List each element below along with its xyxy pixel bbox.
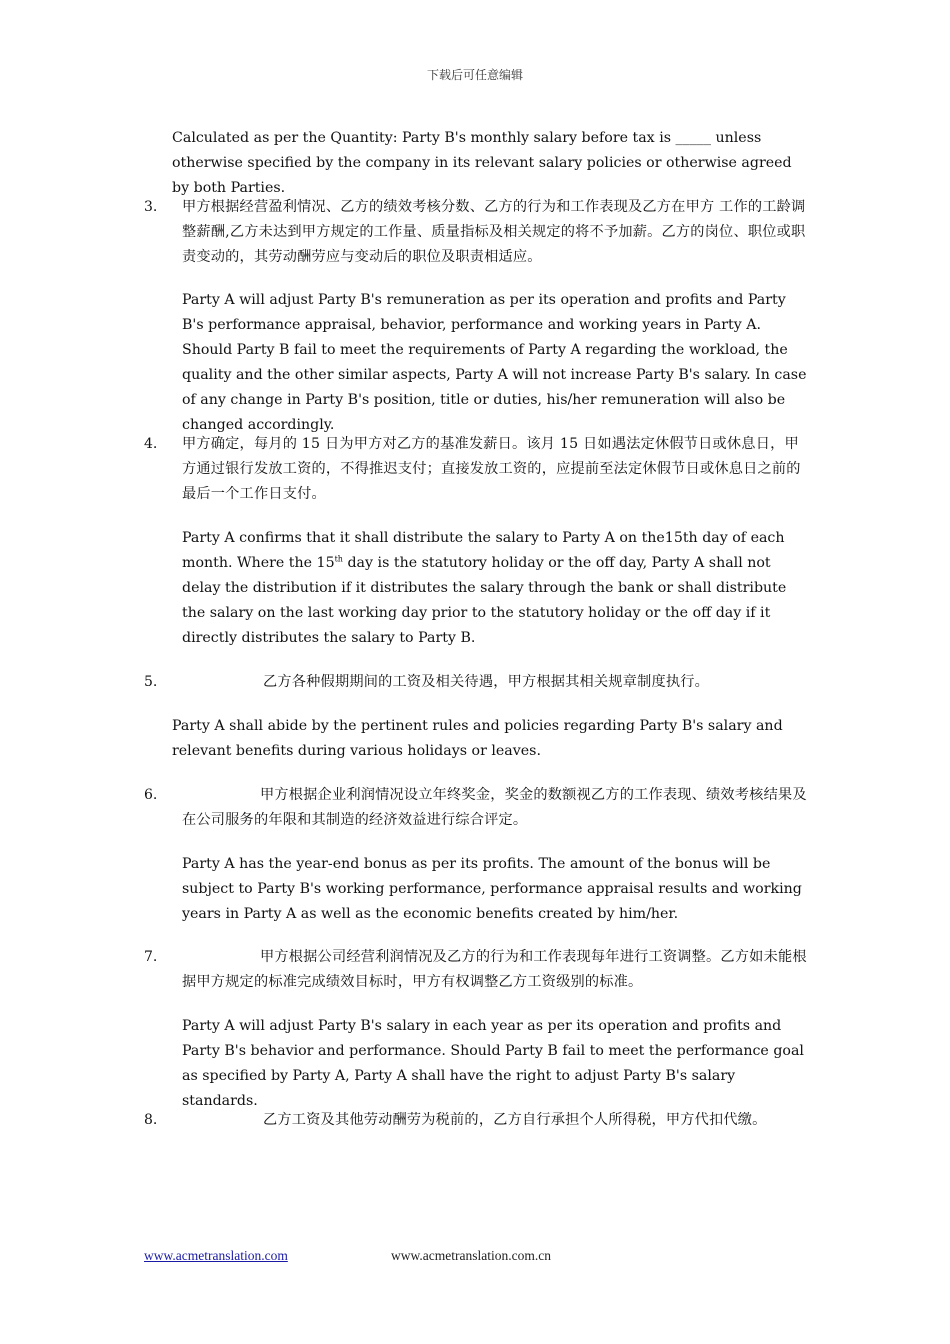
clause-number-6: 6. (144, 787, 158, 803)
clause-7-en: Party A will adjust Party B's salary in each year as per its operation and profits and Party B's behavior and performance. Should Party B fail to meet the performance goal as specified by Party A, Party A shall have the right to adjust Party B's salary standards. (182, 1018, 804, 1109)
clause-5-en: Party A shall abide by the pertinent rules and policies regarding Party B's salary and relevant benefits during various holidays or leaves. (172, 718, 783, 759)
salary-quantity-text: Calculated as per the Quantity: Party B's monthly salary before tax is _____ unless otherwise specified by the company in its relevant salary policies or otherwise agreed by both Parties. (172, 130, 792, 196)
clause-number-4: 4. (144, 436, 158, 452)
clause-6-en: Party A has the year-end bonus as per its profits. The amount of the bonus will be subject to Party B's working performance, performance appraisal results and working years in Party A as well as the economic benefits created by him/her. (182, 856, 802, 922)
clause-6-cn: 甲方根据企业利润情况设立年终奖金，奖金的数额视乙方的工作表现、绩效考核结果及在公司服务的年限和其制造的经济效益进行综合评定。 (182, 787, 807, 828)
page-header: 下载后可任意编辑 (426, 68, 523, 82)
clause-4-en (182, 526, 810, 651)
ordinal-suffix: th (334, 554, 343, 564)
salary-quantity-en (172, 126, 812, 201)
clause-7-cn: 甲方根据公司经营利润情况及乙方的行为和工作表现每年进行工资调整。乙方如未能根据甲方规定的标准完成绩效目标时，甲方有权调整乙方工资级别的标准。 (182, 949, 807, 990)
clause-number-7: 7. (144, 949, 158, 965)
clause-4-en-part2: day is the statutory holiday or the off day, Party A shall not delay the distribution if it distributes the salary through the bank or shall distribute the salary on the last working day prior to the statutory holiday or the off day if it directly distributes the salary to Party B. (182, 555, 787, 646)
clause-4-cn: 甲方确定，每月的 15 日为甲方对乙方的基准发薪日。该月 15 日如遇法定休假节日或休息日，甲方通过银行发放工资的，不得推迟支付；直接发放工资的，应提前至法定休假节日或休息日之前的最后一个工作日支付。 (182, 436, 801, 502)
clause-number-5: 5. (144, 674, 158, 690)
clause-3-en: Party A will adjust Party B's remuneration as per its operation and profits and Party B's performance appraisal, behavior, performance and working years in Party A. Should Party B fail to meet the requirements of Party A regarding the workload, the quality and the other similar aspects, Party A will not increase Party B's salary. In case of any change in Party B's position, title or duties, his/her remuneration will also be changed accordingly. (182, 292, 807, 433)
footer-link-com[interactable]: www.acmetranslation.com (144, 1248, 288, 1263)
clause-8-cn: 乙方工资及其他劳动酬劳为税前的，乙方自行承担个人所得税，甲方代扣代缴。 (263, 1112, 767, 1128)
footer-link-com-cn: www.acmetranslation.com.cn (391, 1248, 551, 1263)
clause-3-cn: 甲方根据经营盈利情况、乙方的绩效考核分数、乙方的行为和工作表现及乙方在甲方 工作的工龄调整薪酬,乙方未达到甲方规定的工作量、质量指标及相关规定的将不予加薪。乙方的岗位、职位或职责变动的，其劳动酬劳应与变动后的职位及职责相适应。 (182, 199, 806, 265)
clause-4-en-part1: Party A confirms that it shall distribute the salary to Party A on the15th day of each month. Where the 15 (182, 530, 785, 571)
clause-number-3: 3. (144, 199, 158, 215)
clause-5-cn: 乙方各种假期期间的工资及相关待遇，甲方根据其相关规章制度执行。 (263, 674, 710, 690)
clause-number-8: 8. (144, 1112, 158, 1128)
